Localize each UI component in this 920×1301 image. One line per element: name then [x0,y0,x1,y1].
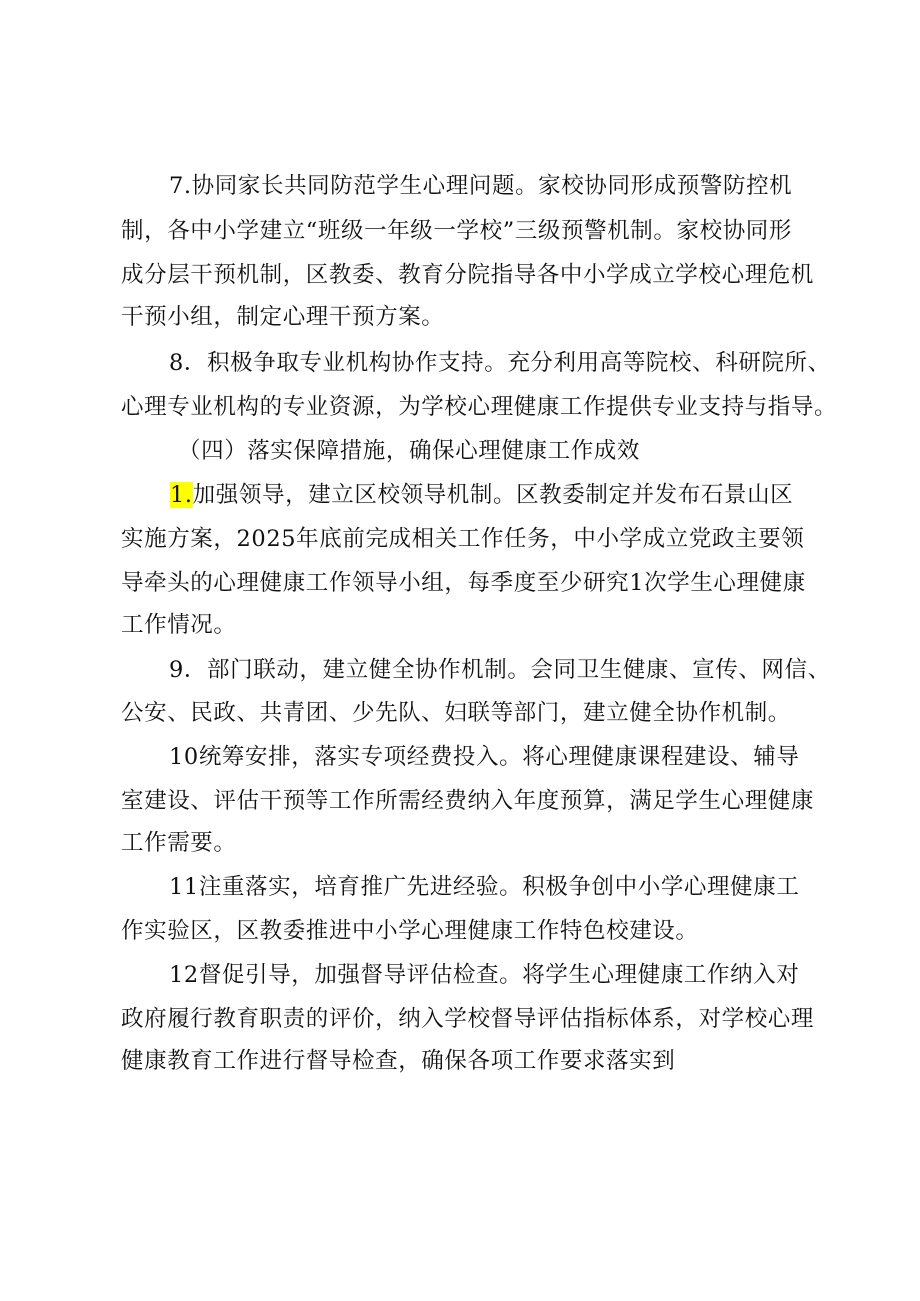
paragraph-1-line-2: 实施方案，2025年底前完成相关工作任务，中小学成立党政主要领 [121,526,805,552]
paragraph-7-line-4: 干预小组，制定心理干预方案。 [121,304,445,330]
paragraph-8-line-1: 8．积极争取专业机构协作支持。充分利用高等院校、科研院所、 [169,350,831,376]
paragraph-7-line-3: 成分层干预机制，区教委、教育分院指导各中小学成立学校心理危机 [121,262,815,288]
paragraph-1-line-3: 导牵头的心理健康工作领导小组，每季度至少研究1次学生心理健康 [121,570,806,596]
paragraph-12-line-3: 健康教育工作进行督导检查，确保各项工作要求落实到 [121,1048,676,1074]
paragraph-11-line-2: 作实验区，区教委推进中小学心理健康工作特色校建设。 [121,918,699,944]
paragraph-9-line-1: 9．部门联动，建立健全协作机制。会同卫生健康、宣传、网信、 [169,657,831,683]
paragraph-8-line-2: 心理专业机构的专业资源，为学校心理健康工作提供专业支持与指导。 [121,394,838,420]
paragraph-7-line-1: 7.协同家长共同防范学生心理问题。家校协同形成预警防控机 [169,173,793,199]
paragraph-7-line-2: 制，各中小学建立“班级一年级一学校”三级预警机制。家校协同形 [121,218,793,244]
paragraph-1-line-1 [170,480,793,510]
paragraph-1-line-1-text: 加强领导，建立区校领导机制。区教委制定并发布石景山区 [192,482,794,508]
paragraph-9-line-2: 公安、民政、共青团、少先队、妇联等部门，建立健全协作机制。 [121,700,791,726]
paragraph-12-line-1: 12督促引导，加强督导评估检查。将学生心理健康工作纳入对 [169,962,800,988]
paragraph-10-line-3: 工作需要。 [121,830,237,856]
paragraph-10-line-2: 室建设、评估干预等工作所需经费纳入年度预算，满足学生心理健康 [121,788,815,814]
paragraph-12-line-2: 政府履行教育职责的评价，纳入学校督导评估指标体系，对学校心理 [121,1006,815,1032]
highlighted-number: 1. [170,482,193,508]
paragraph-1-line-4: 工作情况。 [121,612,237,638]
paragraph-10-line-1: 10统筹安排，落实专项经费投入。将心理健康课程建设、辅导 [169,744,800,770]
paragraph-11-line-1: 11注重落实，培育推广先进经验。积极争创中小学心理健康工 [169,874,800,900]
section-heading: （四）落实保障措施，确保心理健康工作成效 [178,438,641,464]
